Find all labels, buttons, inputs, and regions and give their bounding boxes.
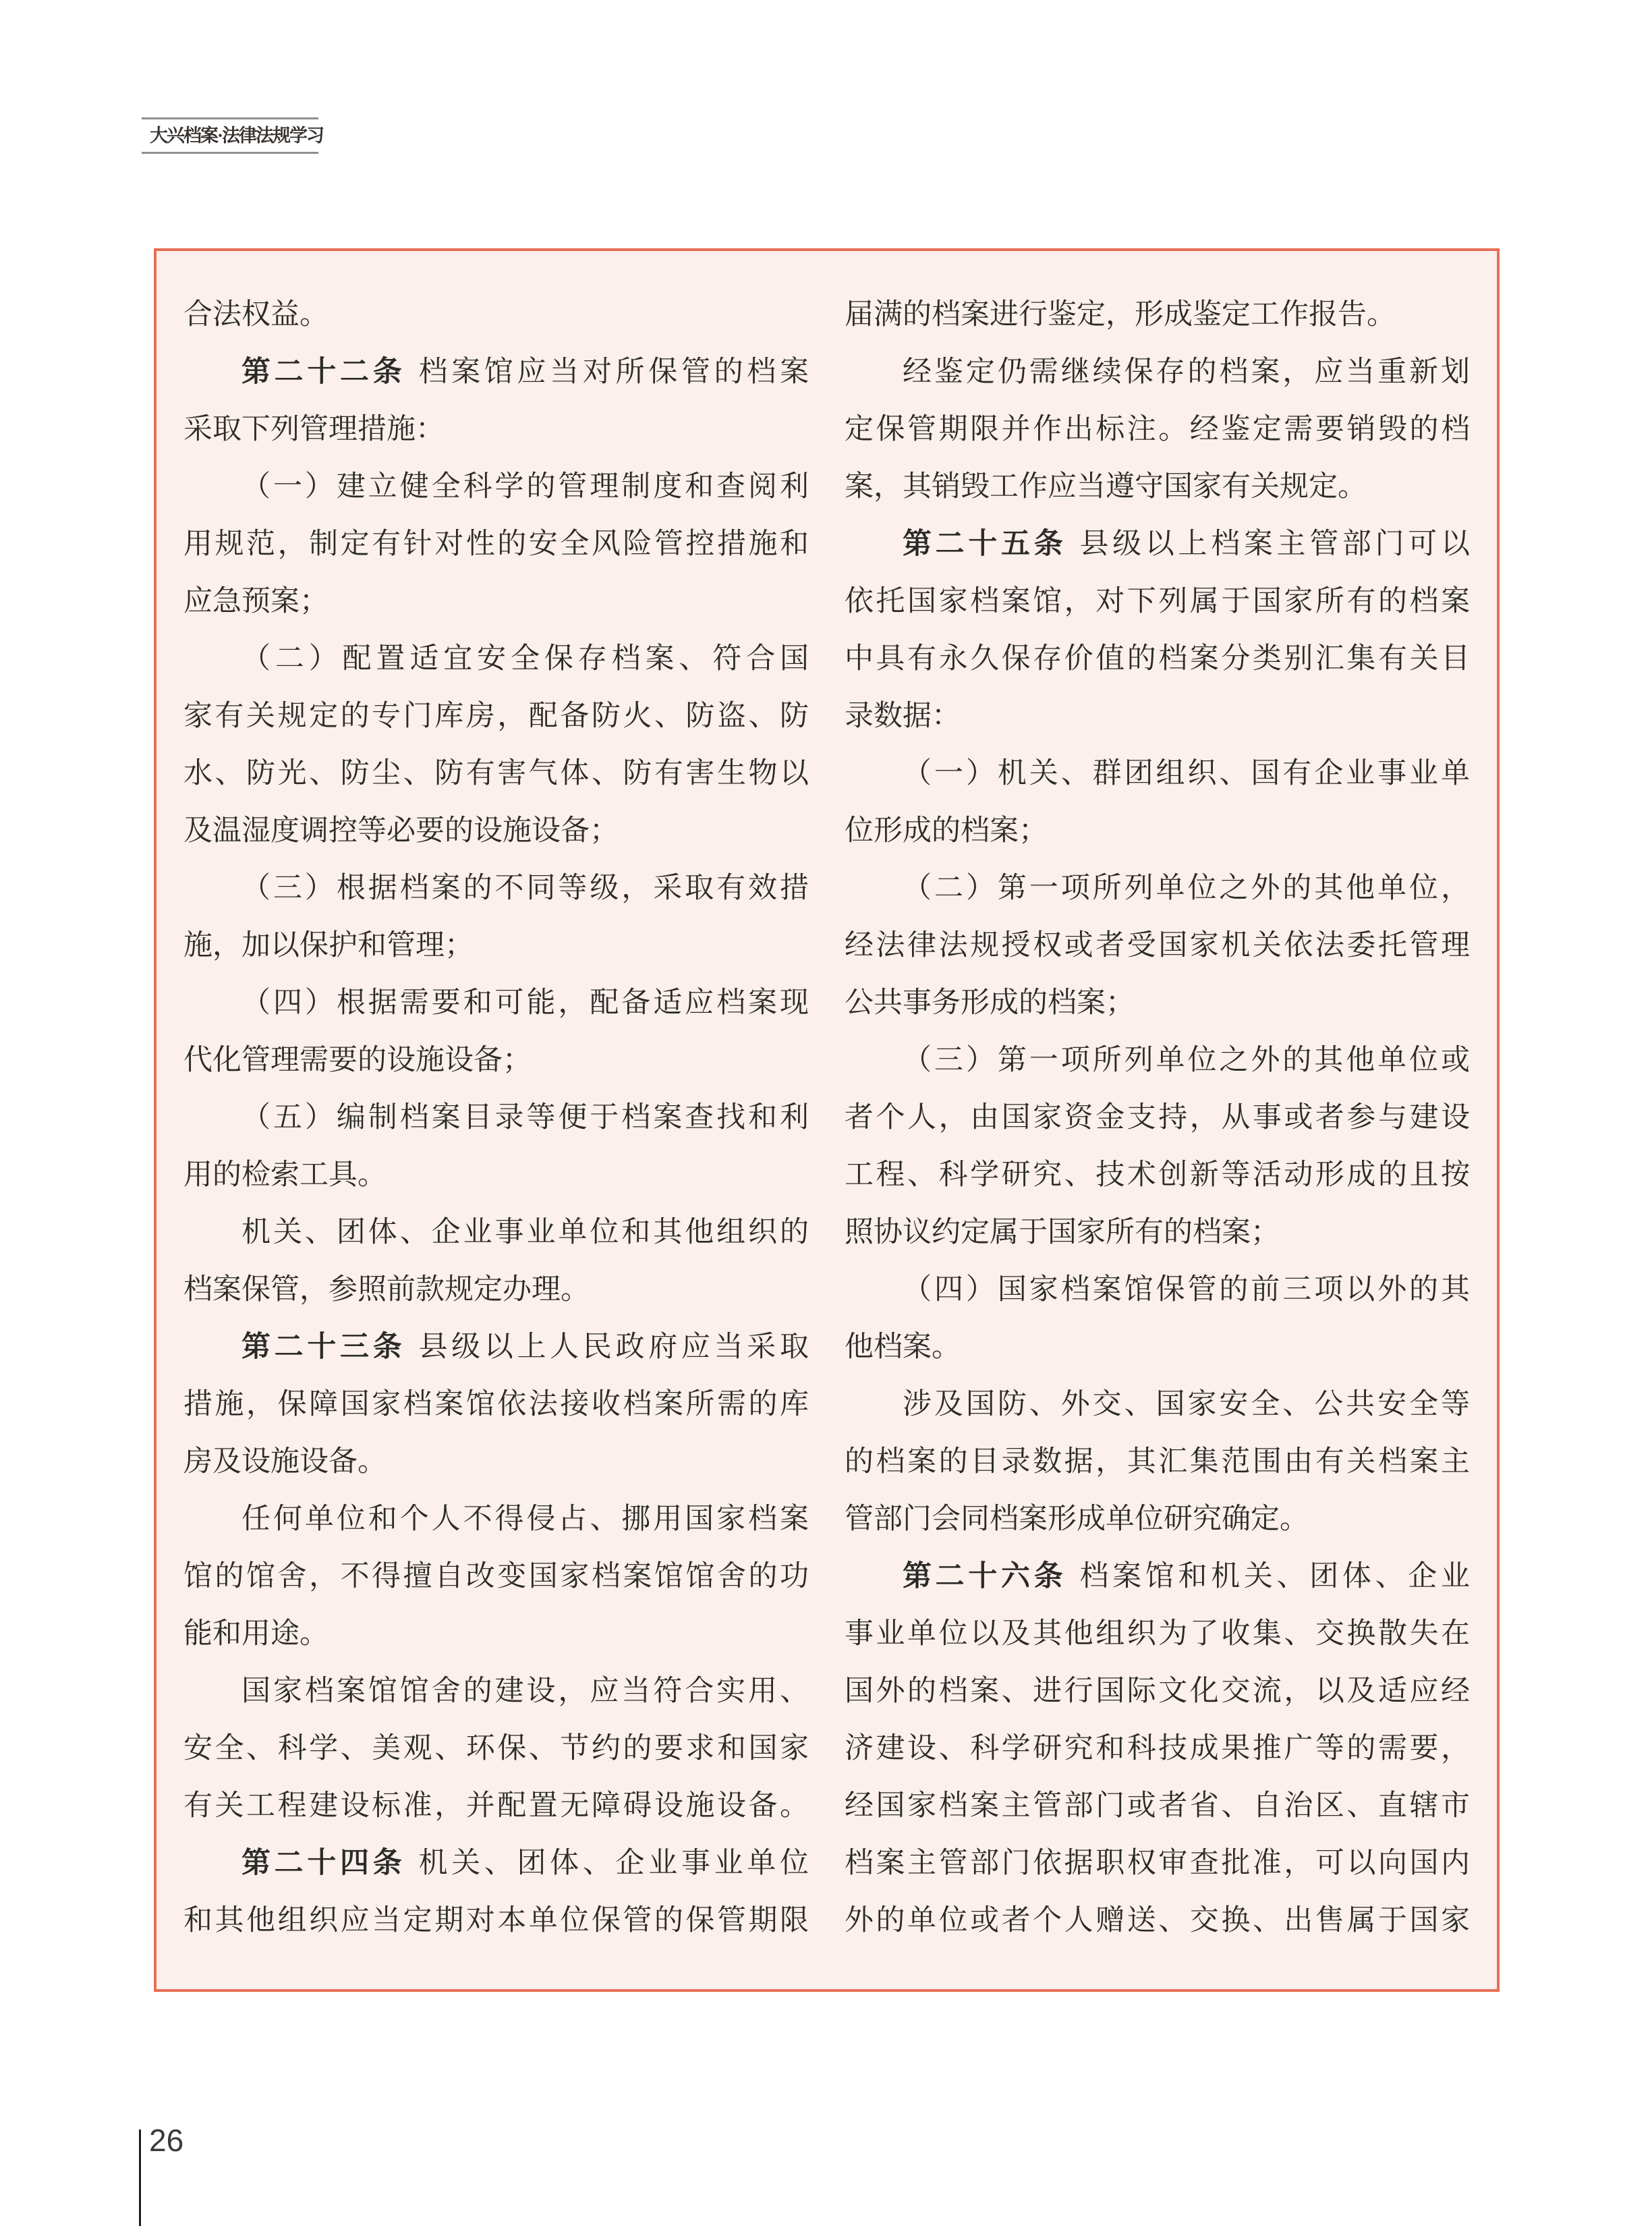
text-line-content: 的档案的目录数据，其汇集范围由有关档案主 [845,1446,1470,1478]
text-line [845,1433,1470,1491]
text-line [845,802,1470,860]
text-line-content: 县级以上档案主管部门可以 [1079,528,1470,560]
text-line-content: 施，加以保护和管理； [183,930,474,962]
text-line [845,1204,1470,1261]
text-line [183,573,809,630]
article-number: 第二十二条 [241,356,406,388]
text-line-content: 经法律法规授权或者受国家机关依法委托管理 [845,930,1470,962]
text-line [183,1720,809,1777]
text-line [183,860,809,917]
text-line [845,1777,1470,1835]
text-line-content: 采取下列管理措施： [183,414,445,445]
text-line [845,1376,1470,1433]
text-line [845,1605,1470,1663]
text-line [845,1491,1470,1548]
text-line-content: 房及设施设备。 [183,1446,387,1478]
text-line [183,1605,809,1663]
text-line-content: （四）根据需要和可能，配备适应档案现 [241,987,809,1019]
text-line-content: （五）编制档案目录等便于档案查找和利 [241,1102,809,1134]
text-line [845,1663,1470,1720]
article-number: 第二十五条 [903,528,1067,560]
text-line-content: 应急预案； [183,586,329,617]
article-number: 第二十四条 [241,1847,406,1879]
text-line-content: （三）第一项所列单位之外的其他单位或 [903,1045,1470,1076]
text-line-content: 机关、团体、企业事业单位和其他组织的 [241,1217,809,1248]
text-line [183,1089,809,1146]
text-line-content: 任何单位和个人不得侵占、挪用国家档案 [241,1503,809,1535]
text-line-content: （二）配置适宜安全保存档案、符合国 [241,643,809,675]
page-number: 26 [149,2123,184,2158]
text-line-content: 工程、科学研究、技术创新等活动形成的且按 [845,1159,1470,1191]
text-line [183,1261,809,1318]
text-line [845,573,1470,630]
text-line [845,458,1470,516]
text-line-content: 水、防光、防尘、防有害气体、防有害生物以 [183,758,809,789]
journal-section-header: 大兴档案·法律法规学习 [142,117,318,154]
text-line [845,1146,1470,1204]
text-line-content: 经国家档案主管部门或者省、自治区、直辖市 [845,1790,1470,1822]
text-line [183,1146,809,1204]
text-column-left [183,286,809,1989]
text-line [845,343,1470,401]
text-line [845,516,1470,573]
text-line-content: 位形成的档案； [845,815,1048,847]
text-line-content: 届满的档案进行鉴定，形成鉴定工作报告。 [845,299,1396,331]
law-text-box [154,248,1500,1992]
text-line-content: （四）国家档案馆保管的前三项以外的其 [903,1274,1470,1306]
text-line-content: 档案保管，参照前款规定办理。 [183,1274,590,1306]
text-line [183,745,809,802]
text-line [183,1777,809,1835]
text-line-content: （三）根据档案的不同等级，采取有效措 [241,872,809,904]
text-line-content: 机关、团体、企业事业单位 [418,1847,809,1879]
text-line [183,1892,809,1949]
text-line-content: （一）建立健全科学的管理制度和查阅利 [241,471,809,503]
text-line [845,1548,1470,1605]
text-line-content: 国家档案馆馆舍的建设，应当符合实用、 [241,1675,809,1707]
text-line-content: 用的检索工具。 [183,1159,387,1191]
text-line [183,286,809,343]
text-line-content: 和其他组织应当定期对本单位保管的保管期限 [183,1905,809,1937]
text-line-content: 馆的馆舍，不得擅自改变国家档案馆馆舍的功 [183,1561,809,1592]
text-line [183,1204,809,1261]
text-line [845,688,1470,745]
text-line-content: 外的单位或者个人赠送、交换、出售属于国家 [845,1905,1470,1937]
text-line [845,745,1470,802]
text-line-content: 家有关规定的专门库房，配备防火、防盗、防 [183,700,809,732]
text-line-content: 中具有永久保存价值的档案分类别汇集有关目 [845,643,1470,675]
text-line [183,1318,809,1376]
text-line [845,1835,1470,1892]
text-line-content: 能和用途。 [183,1618,329,1650]
text-line [183,1376,809,1433]
text-line-content: 安全、科学、美观、环保、节约的要求和国家 [183,1733,809,1764]
text-line [183,974,809,1032]
text-line-content: 录数据： [845,700,961,732]
text-line-content: 用规范，制定有针对性的安全风险管控措施和 [183,528,809,560]
text-line [845,974,1470,1032]
text-line [183,917,809,974]
text-line-content: （一）机关、群团组织、国有企业事业单 [903,758,1470,789]
text-line [845,860,1470,917]
text-line [183,343,809,401]
text-line-content: 代化管理需要的设施设备； [183,1045,532,1076]
text-line-content: 经鉴定仍需继续保存的档案，应当重新划 [903,356,1470,388]
text-line-content: 依托国家档案馆，对下列属于国家所有的档案 [845,586,1470,617]
text-line [183,802,809,860]
text-line [183,1032,809,1089]
text-line [183,1663,809,1720]
text-line-content: 照协议约定属于国家所有的档案； [845,1217,1280,1248]
text-line [845,917,1470,974]
text-line-content: 措施，保障国家档案馆依法接收档案所需的库 [183,1389,809,1420]
text-line-content: 县级以上人民政府应当采取 [418,1331,809,1363]
text-line [183,1548,809,1605]
text-line [845,1892,1470,1949]
text-line [183,458,809,516]
text-line [183,1491,809,1548]
text-line-content: 涉及国防、外交、国家安全、公共安全等 [903,1389,1470,1420]
text-line-content: 事业单位以及其他组织为了收集、交换散失在 [845,1618,1470,1650]
text-line-content: 案，其销毁工作应当遵守国家有关规定。 [845,471,1367,503]
text-line [183,1433,809,1491]
text-line-content: 定保管期限并作出标注。经鉴定需要销毁的档 [845,414,1470,445]
text-line-content: 公共事务形成的档案； [845,987,1135,1019]
text-line [845,630,1470,688]
footer-vertical-rule [139,2130,141,2226]
text-line-content: 有关工程建设标准，并配置无障碍设施设备。 [183,1790,809,1822]
text-line [183,688,809,745]
text-line [845,1720,1470,1777]
text-line-content: 档案馆应当对所保管的档案 [418,356,809,388]
text-line [845,286,1470,343]
text-line [845,1318,1470,1376]
text-line-content: 管部门会同档案形成单位研究确定。 [845,1503,1309,1535]
text-line-content: 合法权益。 [183,299,329,331]
text-line [845,1032,1470,1089]
text-line [845,1089,1470,1146]
text-line [845,401,1470,458]
text-line-content: 及温湿度调控等必要的设施设备； [183,815,619,847]
text-line-content: 济建设、科学研究和科技成果推广等的需要， [845,1733,1470,1764]
text-line-content: 档案主管部门依据职权审查批准，可以向国内 [845,1847,1470,1879]
text-line-content: （二）第一项所列单位之外的其他单位， [903,872,1470,904]
text-column-right [845,286,1470,1989]
text-line-content: 者个人，由国家资金支持，从事或者参与建设 [845,1102,1470,1134]
text-line [183,401,809,458]
text-line [183,516,809,573]
text-line-content: 国外的档案、进行国际文化交流，以及适应经 [845,1675,1470,1707]
text-line [845,1261,1470,1318]
article-number: 第二十三条 [241,1331,406,1363]
text-line-content: 他档案。 [845,1331,961,1363]
text-line [183,630,809,688]
text-line-content: 档案馆和机关、团体、企业 [1079,1561,1470,1592]
text-line [183,1835,809,1892]
article-number: 第二十六条 [903,1560,1067,1592]
